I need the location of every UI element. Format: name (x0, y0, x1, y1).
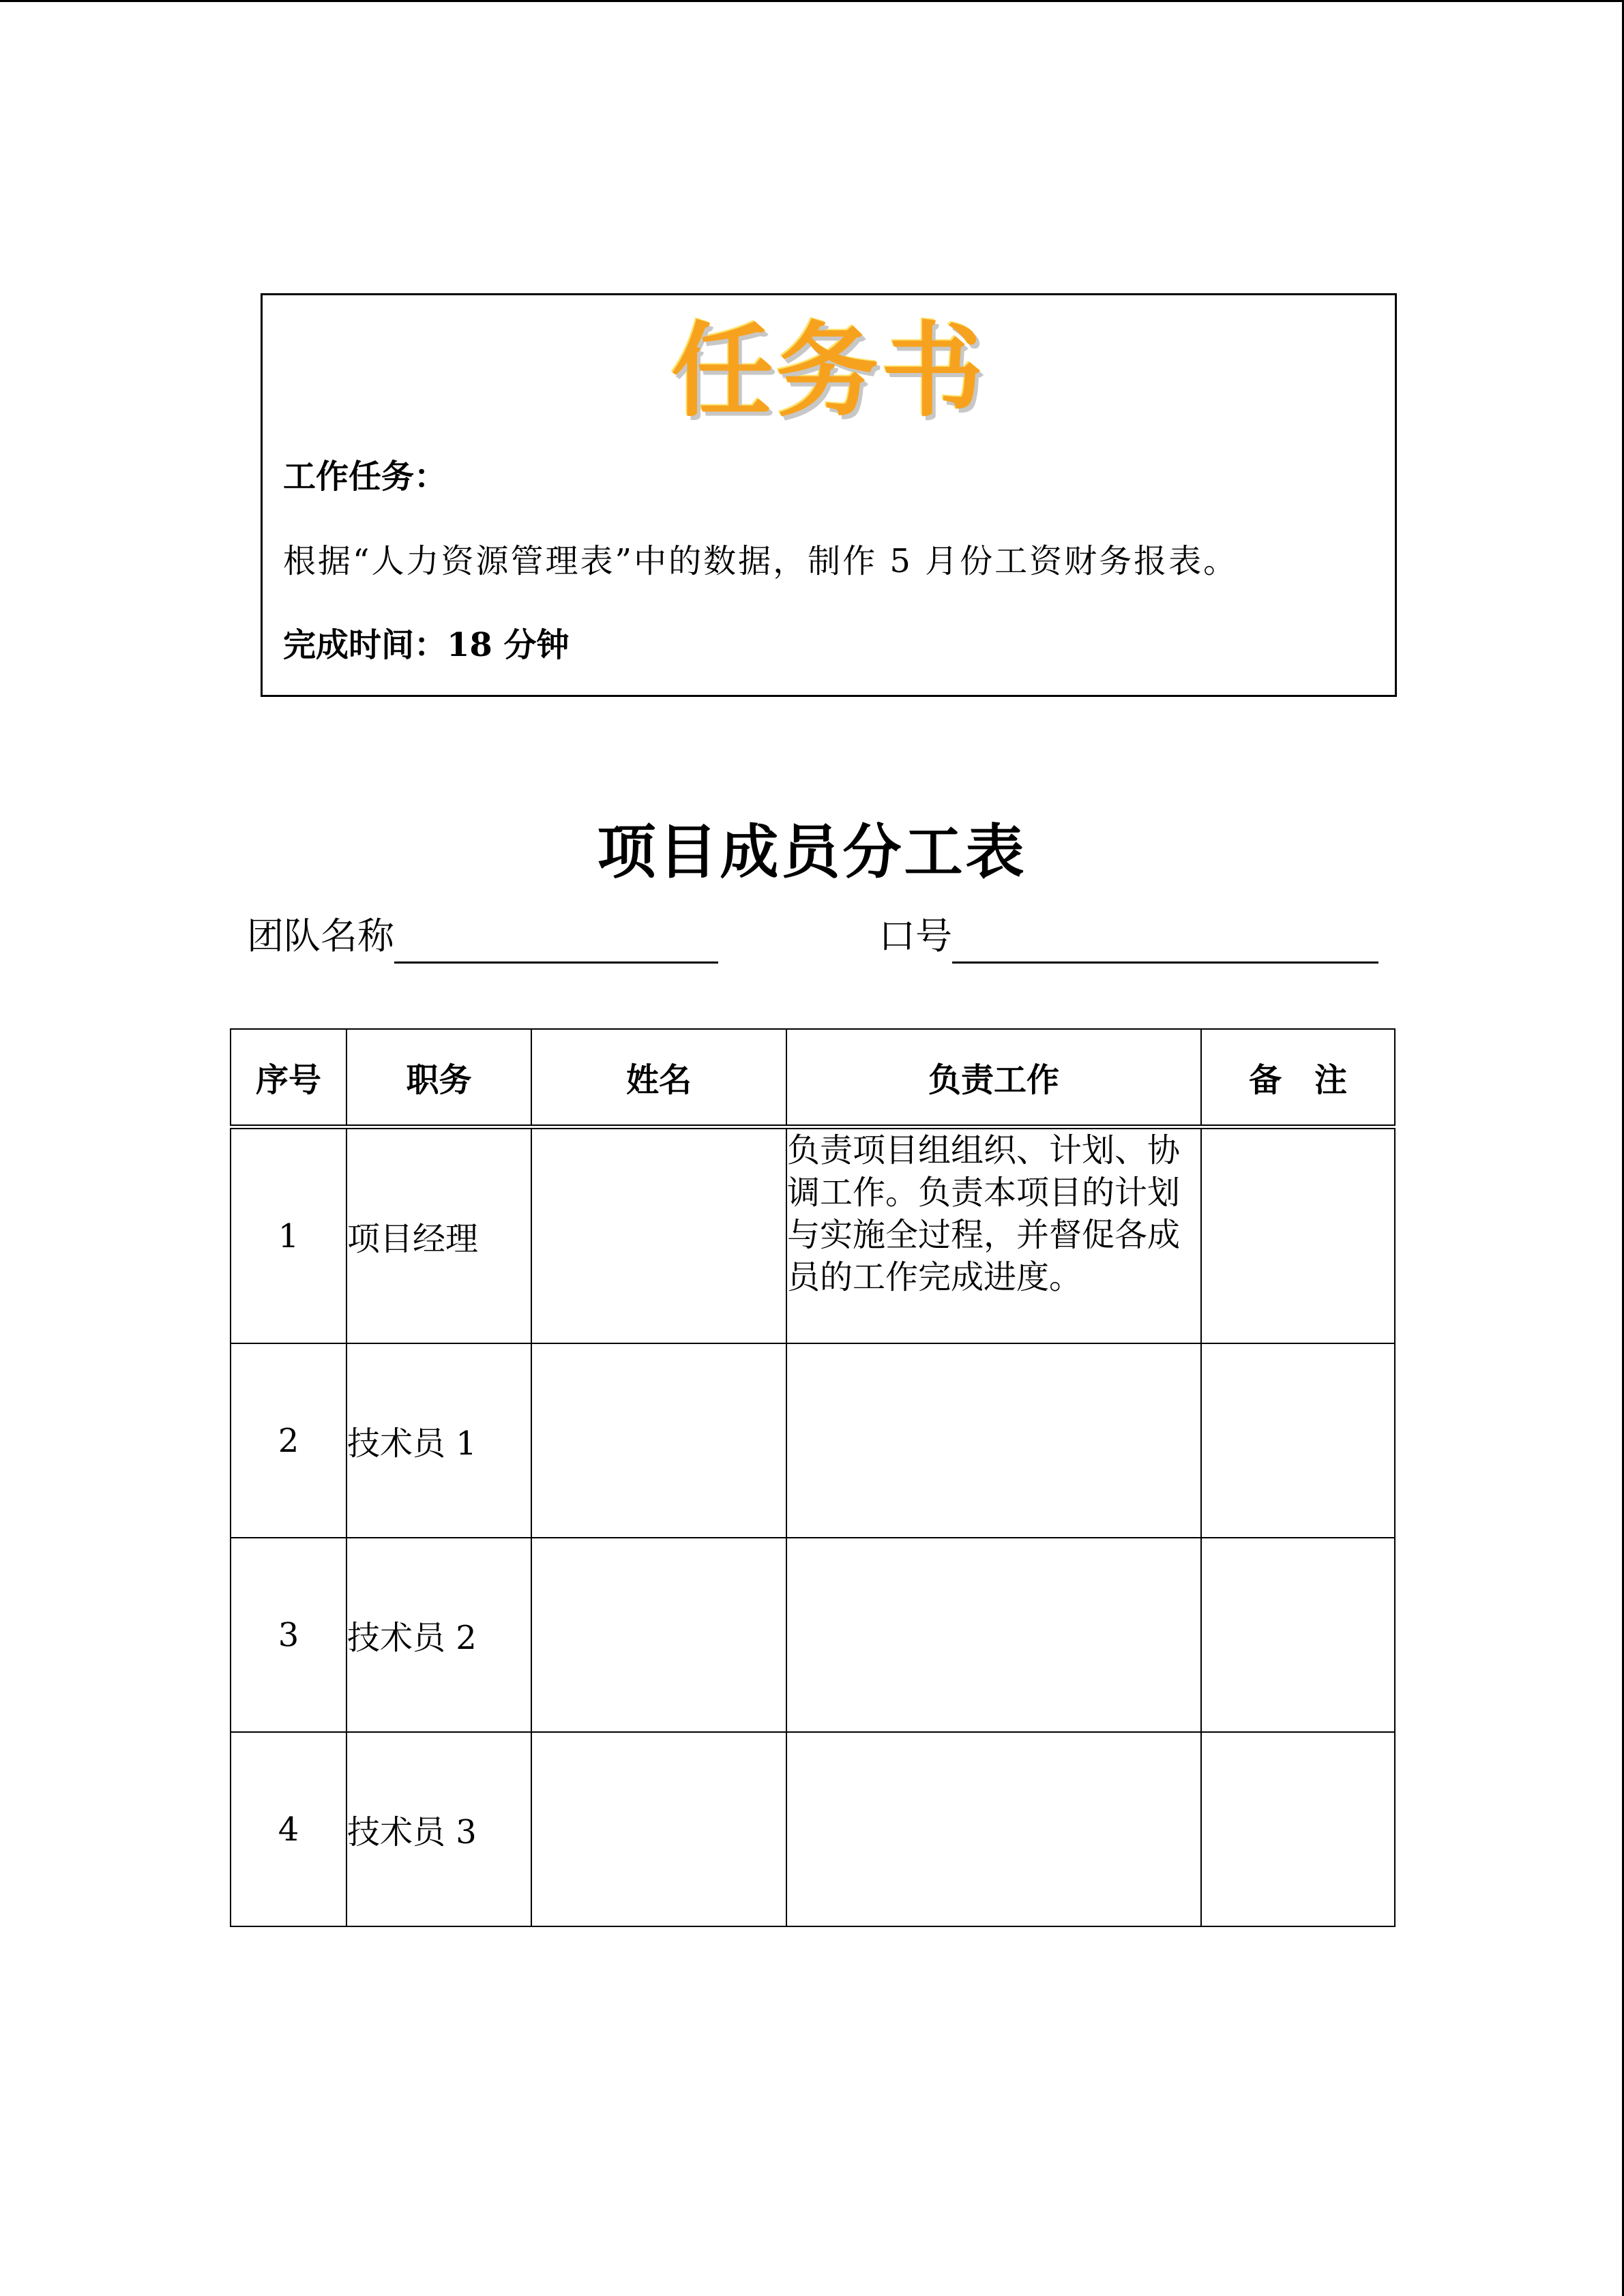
row-name-cell[interactable] (531, 1127, 786, 1344)
task-card-title: 任务书 (670, 312, 986, 431)
row-name-cell[interactable] (531, 1538, 786, 1732)
table-row (231, 1343, 1395, 1538)
row-note-cell[interactable] (1201, 1127, 1395, 1344)
row-role: 技术员 1 (346, 1343, 531, 1538)
col-header-no: 序号 (231, 1029, 346, 1127)
col-header-note: 备 注 (1201, 1029, 1395, 1127)
completion-time: 完成时间：18 分钟 (283, 626, 570, 664)
task-card (261, 293, 1397, 697)
row-duty[interactable] (786, 1538, 1201, 1732)
row-duty[interactable] (786, 1732, 1201, 1926)
col-header-name: 姓名 (531, 1029, 786, 1127)
row-note-cell[interactable] (1201, 1343, 1395, 1538)
row-name-cell[interactable] (531, 1343, 786, 1538)
table-row (231, 1538, 1395, 1732)
row-note-cell[interactable] (1201, 1538, 1395, 1732)
table-title: 项目成员分工表 (597, 818, 1027, 886)
table-row (231, 1127, 1395, 1344)
row-role: 技术员 3 (346, 1732, 531, 1926)
slogan-label: 口号 (879, 914, 952, 957)
work-task-description: 根据“人力资源管理表”中的数据，制作 5 月份工资财务报表。 (283, 542, 1239, 580)
row-name-cell[interactable] (531, 1732, 786, 1926)
row-number: 3 (231, 1538, 346, 1732)
team-name-field (247, 909, 718, 964)
page-top-rule (0, 0, 1624, 2)
team-name-label: 团队名称 (247, 914, 394, 957)
col-header-role: 职务 (346, 1029, 531, 1127)
work-task-label: 工作任务： (283, 458, 447, 496)
row-number: 1 (231, 1127, 346, 1344)
role-assignment-table (230, 1028, 1396, 1927)
team-name-blank[interactable] (394, 912, 718, 964)
row-number: 4 (231, 1732, 346, 1926)
slogan-field (879, 909, 1378, 964)
row-duty[interactable] (786, 1343, 1201, 1538)
table-row (231, 1732, 1395, 1926)
row-role: 项目经理 (346, 1127, 531, 1344)
table-header-row (231, 1029, 1395, 1127)
col-header-duty: 负责工作 (786, 1029, 1201, 1127)
row-number: 2 (231, 1343, 346, 1538)
slogan-blank[interactable] (952, 912, 1378, 964)
row-note-cell[interactable] (1201, 1732, 1395, 1926)
row-role: 技术员 2 (346, 1538, 531, 1732)
row-duty: 负责项目组组织、计划、协调工作。负责本项目的计划与实施全过程，并督促各成员的工作完成进度。 (786, 1127, 1201, 1344)
